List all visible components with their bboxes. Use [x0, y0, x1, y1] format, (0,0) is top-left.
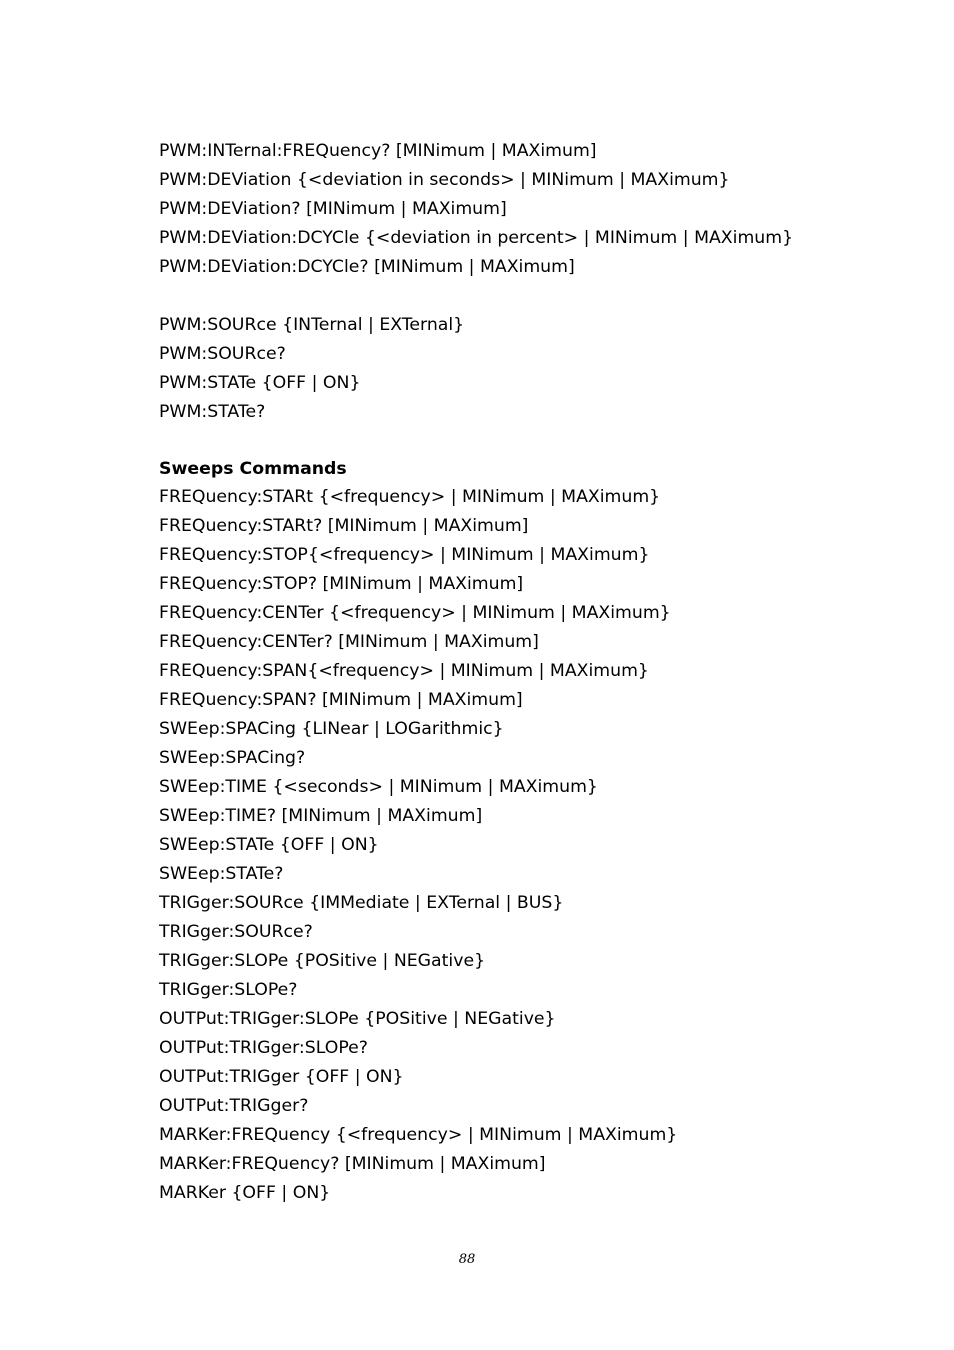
- command-line: OUTPut:TRIGger {OFF | ON}: [159, 1067, 404, 1087]
- sweeps-section: [159, 456, 859, 1208]
- command-line: SWEep:STATe?: [159, 864, 284, 884]
- command-line: PWM:DEViation:DCYCle? [MINimum | MAXimum]: [159, 257, 575, 277]
- command-line: FREQuency:SPAN? [MINimum | MAXimum]: [159, 690, 523, 710]
- command-line: PWM:STATe?: [159, 402, 266, 422]
- command-line: TRIGger:SLOPe?: [159, 980, 298, 1000]
- command-line: TRIGger:SOURce?: [159, 922, 313, 942]
- document-body: [159, 137, 859, 1208]
- command-line: FREQuency:STARt {<frequency> | MINimum | MAXimum}: [159, 487, 661, 507]
- pwm-command-list-2: [159, 311, 859, 427]
- section-heading: Sweeps Commands: [159, 459, 347, 479]
- command-line: PWM:SOURce?: [159, 344, 286, 364]
- command-line: SWEep:TIME {<seconds> | MINimum | MAXimum}: [159, 777, 598, 797]
- command-line: FREQuency:SPAN{<frequency> | MINimum | MAXimum}: [159, 661, 649, 681]
- command-line: PWM:DEViation? [MINimum | MAXimum]: [159, 199, 507, 219]
- command-line: PWM:INTernal:FREQuency? [MINimum | MAXimum]: [159, 141, 597, 161]
- command-line: MARKer {OFF | ON}: [159, 1183, 331, 1203]
- command-line: MARKer:FREQuency {<frequency> | MINimum | MAXimum}: [159, 1125, 678, 1145]
- command-line: PWM:SOURce {INTernal | EXTernal}: [159, 315, 465, 335]
- command-line: FREQuency:STOP{<frequency> | MINimum | MAXimum}: [159, 545, 650, 565]
- command-line: TRIGger:SLOPe {POSitive | NEGative}: [159, 951, 486, 971]
- command-line: FREQuency:STOP? [MINimum | MAXimum]: [159, 574, 524, 594]
- command-line: PWM:DEViation:DCYCle {<deviation in percent> | MINimum | MAXimum}: [159, 228, 794, 248]
- command-line: MARKer:FREQuency? [MINimum | MAXimum]: [159, 1154, 546, 1174]
- command-line: FREQuency:STARt? [MINimum | MAXimum]: [159, 516, 529, 536]
- command-line: SWEep:SPACing?: [159, 748, 306, 768]
- command-line: PWM:DEViation {<deviation in seconds> | MINimum | MAXimum}: [159, 170, 730, 190]
- command-line: OUTPut:TRIGger?: [159, 1096, 309, 1116]
- command-line: SWEep:STATe {OFF | ON}: [159, 835, 379, 855]
- command-line: FREQuency:CENTer {<frequency> | MINimum | MAXimum}: [159, 603, 671, 623]
- command-line: SWEep:SPACing {LINear | LOGarithmic}: [159, 719, 504, 739]
- command-line: SWEep:TIME? [MINimum | MAXimum]: [159, 806, 483, 826]
- command-line: PWM:STATe {OFF | ON}: [159, 373, 361, 393]
- page-number: 88: [458, 1252, 476, 1267]
- command-line: FREQuency:CENTer? [MINimum | MAXimum]: [159, 632, 539, 652]
- command-line: TRIGger:SOURce {IMMediate | EXTernal | BUS}: [159, 893, 564, 913]
- pwm-command-list-1: [159, 137, 859, 282]
- command-line: OUTPut:TRIGger:SLOPe?: [159, 1038, 368, 1058]
- command-line: OUTPut:TRIGger:SLOPe {POSitive | NEGative}: [159, 1009, 556, 1029]
